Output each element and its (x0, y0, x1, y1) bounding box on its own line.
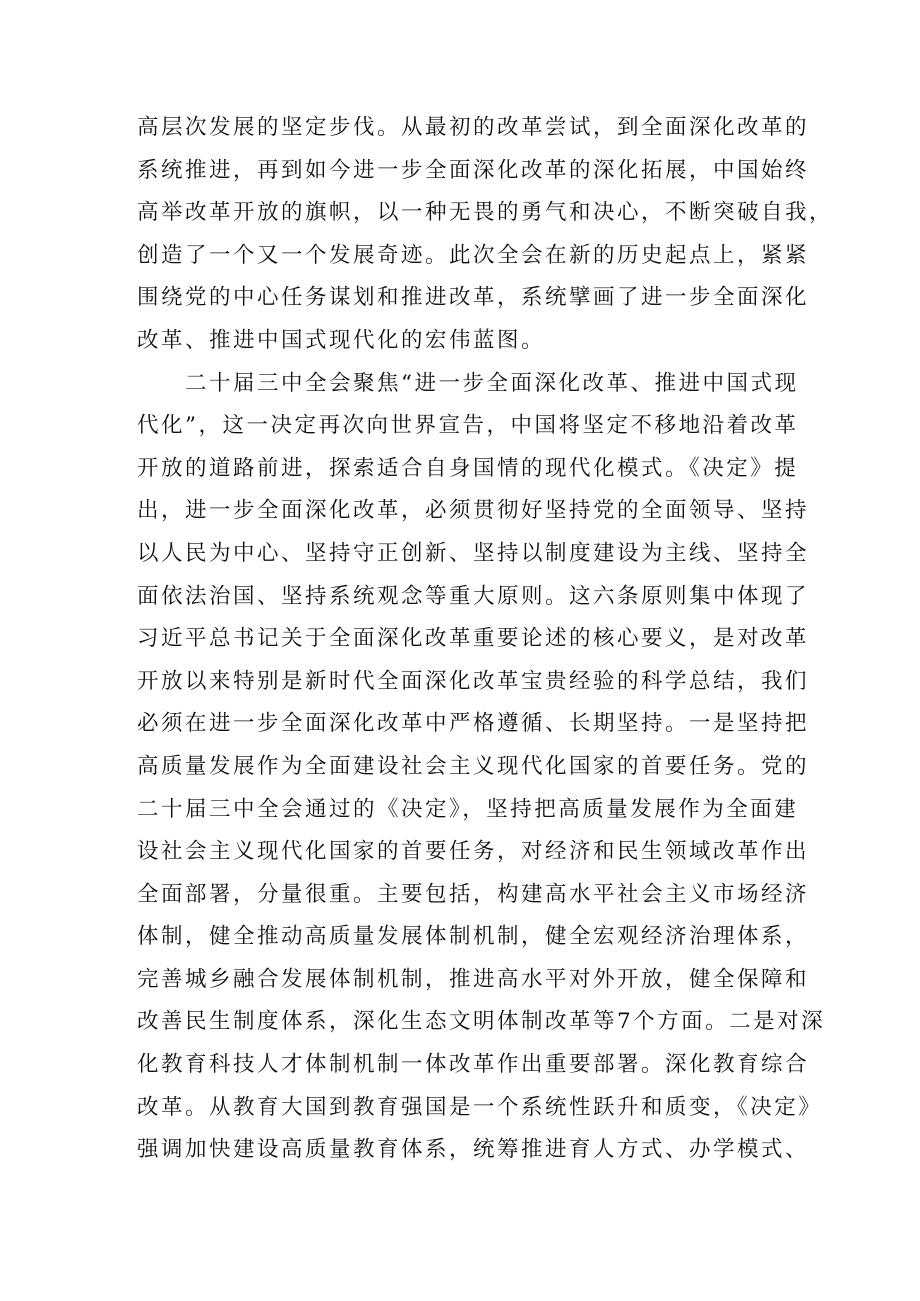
text-line: 围绕党的中心任务谋划和推进改革，系统擘画了进一步全面深化 (137, 285, 810, 311)
text-line: 习近平总书记关于全面深化改革重要论述的核心要义，是对改革 (137, 626, 810, 652)
text-line: 开放以来特别是新时代全面深化改革宝贵经验的科学总结，我们 (137, 668, 810, 694)
text-line: 化教育科技人才体制机制一体改革作出重要部署。深化教育综合 (137, 1052, 810, 1078)
text-line: 体制，健全推动高质量发展体制机制，健全宏观经济治理体系， (137, 924, 810, 950)
text-line: 代化”，这一决定再次向世界宣告，中国将坚定不移地沿着改革 (137, 413, 799, 439)
text-line: 面依法治国、坚持系统观念等重大原则。这六条原则集中体现了 (137, 583, 810, 609)
text-line: 完善城乡融合发展体制机制，推进高水平对外开放，健全保障和 (137, 966, 810, 992)
text-line: 开放的道路前进，探索适合自身国情的现代化模式。《决定》提 (137, 455, 799, 481)
body-text (137, 107, 834, 1172)
text-line: 强调加快建设高质量教育体系，统筹推进育人方式、办学模式、 (137, 1137, 810, 1163)
text-line: 高质量发展作为全面建设社会主义现代化国家的首要任务。党的 (137, 753, 810, 779)
paragraph-start-line: 二十届三中全会聚焦“进一步全面深化改革、推进中国式现 (137, 370, 799, 396)
text-line: 设社会主义现代化国家的首要任务，对经济和民生领域改革作出 (137, 839, 810, 865)
text-line: 高层次发展的坚定步伐。从最初的改革尝试，到全面深化改革的 (137, 115, 810, 140)
text-line: 必须在进一步全面深化改革中严格遵循、长期坚持。一是坚持把 (137, 711, 810, 737)
text-line: 全面部署，分量很重。主要包括，构建高水平社会主义市场经济 (137, 881, 810, 907)
text-line: 改革、推进中国式现代化的宏伟蓝图。 (137, 327, 546, 353)
text-line: 改革。从教育大国到教育强国是一个系统性跃升和质变，《决定》 (137, 1094, 823, 1120)
text-line: 二十届三中全会通过的《决定》，坚持把高质量发展作为全面建 (137, 796, 799, 822)
text-line: 改善民生制度体系，深化生态文明体制改革等7个方面。二是对深 (137, 1009, 826, 1035)
text-line: 创造了一个又一个发展奇迹。此次全会在新的历史起点上，紧紧 (137, 242, 810, 268)
text-line: 系统推进，再到如今进一步全面深化改革的深化拓展，中国始终 (137, 157, 810, 183)
text-line: 以人民为中心、坚持守正创新、坚持以制度建设为主线、坚持全 (137, 540, 810, 566)
text-line: 出，进一步全面深化改革，必须贯彻好坚持党的全面领导、坚持 (137, 498, 810, 524)
text-line: 高举改革开放的旗帜，以一种无畏的勇气和决心，不断突破自我， (137, 200, 834, 226)
